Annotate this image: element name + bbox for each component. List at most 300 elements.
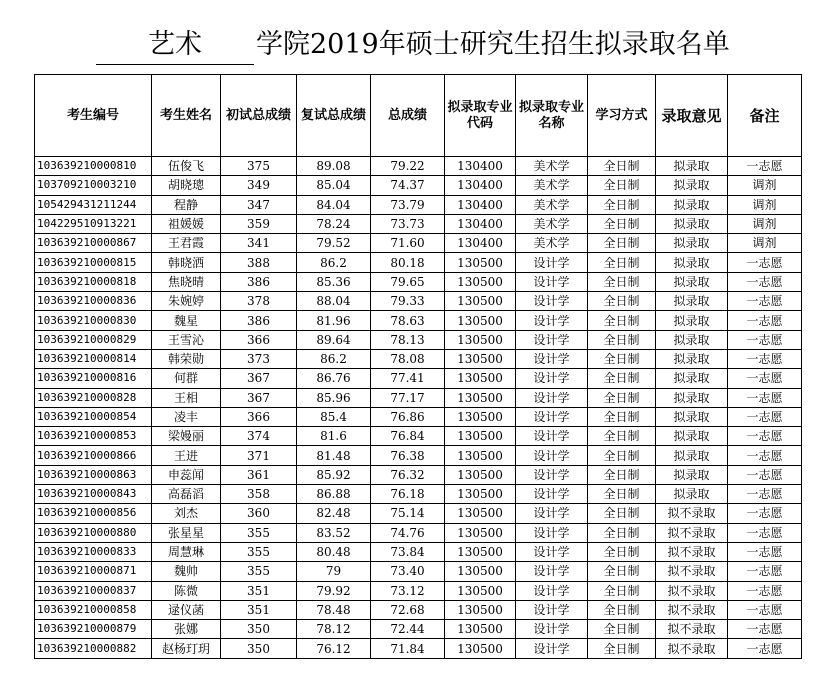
cell-decision: 拟录取: [656, 234, 728, 253]
cell-initial-score: 350: [221, 620, 297, 639]
cell-major-name: 设计学: [516, 292, 588, 311]
cell-decision: 拟不录取: [656, 542, 728, 561]
cell-total-score: 71.60: [371, 234, 445, 253]
cell-total-score: 73.73: [371, 214, 445, 233]
cell-decision: 拟录取: [656, 446, 728, 465]
cell-remarks: 一志愿: [728, 311, 802, 330]
cell-student-name: 王君霞: [152, 234, 221, 253]
cell-major-name: 设计学: [516, 311, 588, 330]
cell-total-score: 76.84: [371, 427, 445, 446]
cell-study-mode: 全日制: [588, 330, 656, 349]
cell-remarks: 一志愿: [728, 253, 802, 272]
cell-exam-id: 103639210000866: [35, 446, 152, 465]
cell-study-mode: 全日制: [588, 407, 656, 426]
cell-student-name: 韩晓洒: [152, 253, 221, 272]
cell-major-name: 设计学: [516, 369, 588, 388]
cell-total-score: 76.38: [371, 446, 445, 465]
cell-decision: 拟录取: [656, 388, 728, 407]
cell-decision: 拟录取: [656, 253, 728, 272]
cell-major-code: 130500: [445, 581, 516, 600]
cell-remarks: 一志愿: [728, 407, 802, 426]
cell-major-code: 130500: [445, 446, 516, 465]
cell-initial-score: 366: [221, 407, 297, 426]
cell-major-name: 美术学: [516, 176, 588, 195]
header-major-name: 拟录取专业名称: [516, 75, 588, 157]
cell-exam-id: 103639210000867: [35, 234, 152, 253]
admission-table: [34, 74, 802, 659]
cell-retest-score: 89.64: [297, 330, 371, 349]
cell-decision: 拟录取: [656, 407, 728, 426]
cell-decision: 拟录取: [656, 349, 728, 368]
cell-study-mode: 全日制: [588, 234, 656, 253]
cell-remarks: 一志愿: [728, 562, 802, 581]
cell-remarks: 一志愿: [728, 465, 802, 484]
cell-exam-id: 103639210000830: [35, 311, 152, 330]
cell-student-name: 焦晓晴: [152, 272, 221, 291]
cell-exam-id: 103639210000837: [35, 581, 152, 600]
cell-major-code: 130400: [445, 234, 516, 253]
cell-major-name: 美术学: [516, 157, 588, 176]
cell-study-mode: 全日制: [588, 600, 656, 619]
header-initial-score: 初试总成绩: [221, 75, 297, 157]
table-row: [35, 504, 802, 523]
table-row: [35, 620, 802, 639]
cell-major-name: 设计学: [516, 600, 588, 619]
cell-retest-score: 82.48: [297, 504, 371, 523]
cell-student-name: 程静: [152, 195, 221, 214]
cell-major-name: 设计学: [516, 504, 588, 523]
cell-total-score: 79.65: [371, 272, 445, 291]
cell-study-mode: 全日制: [588, 465, 656, 484]
cell-study-mode: 全日制: [588, 253, 656, 272]
cell-total-score: 77.41: [371, 369, 445, 388]
cell-remarks: 一志愿: [728, 485, 802, 504]
cell-student-name: 申蕊闻: [152, 465, 221, 484]
cell-study-mode: 全日制: [588, 446, 656, 465]
header-total-score: 总成绩: [371, 75, 445, 157]
cell-major-name: 美术学: [516, 234, 588, 253]
cell-major-code: 130500: [445, 504, 516, 523]
table-row: [35, 581, 802, 600]
cell-initial-score: 347: [221, 195, 297, 214]
table-row: [35, 292, 802, 311]
cell-exam-id: 103639210000854: [35, 407, 152, 426]
cell-retest-score: 85.92: [297, 465, 371, 484]
cell-decision: 拟录取: [656, 195, 728, 214]
cell-retest-score: 78.24: [297, 214, 371, 233]
table-row: [35, 253, 802, 272]
cell-study-mode: 全日制: [588, 214, 656, 233]
cell-student-name: 凌丰: [152, 407, 221, 426]
cell-student-name: 魏帅: [152, 562, 221, 581]
cell-remarks: 一志愿: [728, 349, 802, 368]
cell-major-name: 设计学: [516, 581, 588, 600]
cell-study-mode: 全日制: [588, 581, 656, 600]
cell-initial-score: 358: [221, 485, 297, 504]
cell-remarks: 调剂: [728, 195, 802, 214]
cell-exam-id: 103709210003210: [35, 176, 152, 195]
cell-remarks: 一志愿: [728, 542, 802, 561]
table-row: [35, 214, 802, 233]
cell-retest-score: 85.36: [297, 272, 371, 291]
cell-study-mode: 全日制: [588, 504, 656, 523]
header-major-code: 拟录取专业代码: [445, 75, 516, 157]
cell-major-name: 美术学: [516, 214, 588, 233]
cell-student-name: 刘杰: [152, 504, 221, 523]
cell-student-name: 张娜: [152, 620, 221, 639]
cell-decision: 拟录取: [656, 427, 728, 446]
cell-student-name: 梁嫚丽: [152, 427, 221, 446]
cell-retest-score: 80.48: [297, 542, 371, 561]
cell-retest-score: 85.4: [297, 407, 371, 426]
cell-exam-id: 103639210000810: [35, 157, 152, 176]
table-row: [35, 176, 802, 195]
cell-major-code: 130400: [445, 176, 516, 195]
cell-major-code: 130500: [445, 407, 516, 426]
table-row: [35, 600, 802, 619]
header-exam-id: 考生编号: [35, 75, 152, 157]
cell-decision: 拟录取: [656, 214, 728, 233]
cell-retest-score: 89.08: [297, 157, 371, 176]
table-row: [35, 349, 802, 368]
cell-major-code: 130500: [445, 349, 516, 368]
cell-study-mode: 全日制: [588, 639, 656, 658]
cell-major-code: 130500: [445, 311, 516, 330]
cell-remarks: 一志愿: [728, 446, 802, 465]
cell-total-score: 71.84: [371, 639, 445, 658]
cell-study-mode: 全日制: [588, 176, 656, 195]
cell-initial-score: 374: [221, 427, 297, 446]
cell-initial-score: 386: [221, 311, 297, 330]
cell-student-name: 伍俊飞: [152, 157, 221, 176]
cell-decision: 拟不录取: [656, 581, 728, 600]
cell-remarks: 调剂: [728, 214, 802, 233]
cell-student-name: 韩荣勋: [152, 349, 221, 368]
cell-total-score: 76.18: [371, 485, 445, 504]
cell-decision: 拟录取: [656, 292, 728, 311]
cell-student-name: 张星星: [152, 523, 221, 542]
cell-total-score: 73.84: [371, 542, 445, 561]
cell-remarks: 一志愿: [728, 292, 802, 311]
cell-exam-id: 103639210000815: [35, 253, 152, 272]
cell-major-code: 130400: [445, 214, 516, 233]
cell-student-name: 陈微: [152, 581, 221, 600]
cell-major-code: 130500: [445, 388, 516, 407]
cell-decision: 拟录取: [656, 157, 728, 176]
cell-major-name: 设计学: [516, 542, 588, 561]
cell-exam-id: 103639210000818: [35, 272, 152, 291]
cell-decision: 拟录取: [656, 465, 728, 484]
cell-major-code: 130500: [445, 272, 516, 291]
table-row: [35, 311, 802, 330]
cell-exam-id: 103639210000858: [35, 600, 152, 619]
page-title: [0, 26, 833, 66]
cell-major-name: 设计学: [516, 427, 588, 446]
cell-remarks: 一志愿: [728, 581, 802, 600]
cell-student-name: 王相: [152, 388, 221, 407]
cell-exam-id: 105429431211244: [35, 195, 152, 214]
cell-remarks: 一志愿: [728, 388, 802, 407]
cell-initial-score: 373: [221, 349, 297, 368]
cell-exam-id: 103639210000829: [35, 330, 152, 349]
cell-student-name: 王雪沁: [152, 330, 221, 349]
cell-retest-score: 81.96: [297, 311, 371, 330]
cell-remarks: 一志愿: [728, 272, 802, 291]
cell-major-code: 130500: [445, 292, 516, 311]
cell-initial-score: 359: [221, 214, 297, 233]
cell-study-mode: 全日制: [588, 292, 656, 311]
cell-total-score: 77.17: [371, 388, 445, 407]
table-row: [35, 427, 802, 446]
cell-major-code: 130500: [445, 523, 516, 542]
cell-exam-id: 103639210000863: [35, 465, 152, 484]
cell-total-score: 78.63: [371, 311, 445, 330]
cell-study-mode: 全日制: [588, 349, 656, 368]
cell-total-score: 76.32: [371, 465, 445, 484]
cell-major-code: 130500: [445, 427, 516, 446]
header-row: [35, 75, 802, 157]
cell-decision: 拟不录取: [656, 620, 728, 639]
cell-exam-id: 103639210000836: [35, 292, 152, 311]
cell-study-mode: 全日制: [588, 157, 656, 176]
cell-student-name: 王进: [152, 446, 221, 465]
cell-retest-score: 79: [297, 562, 371, 581]
cell-total-score: 72.44: [371, 620, 445, 639]
cell-decision: 拟录取: [656, 369, 728, 388]
cell-major-name: 设计学: [516, 639, 588, 658]
table-row: [35, 446, 802, 465]
cell-total-score: 74.37: [371, 176, 445, 195]
cell-initial-score: 367: [221, 388, 297, 407]
cell-study-mode: 全日制: [588, 562, 656, 581]
header-retest-score: 复试总成绩: [297, 75, 371, 157]
cell-remarks: 一志愿: [728, 369, 802, 388]
cell-study-mode: 全日制: [588, 542, 656, 561]
cell-study-mode: 全日制: [588, 620, 656, 639]
cell-exam-id: 103639210000882: [35, 639, 152, 658]
cell-exam-id: 103639210000853: [35, 427, 152, 446]
cell-initial-score: 388: [221, 253, 297, 272]
cell-initial-score: 341: [221, 234, 297, 253]
table-row: [35, 407, 802, 426]
title-text: 学院2019年硕士研究生招生拟录取名单: [256, 29, 730, 60]
cell-initial-score: 386: [221, 272, 297, 291]
cell-decision: 拟不录取: [656, 562, 728, 581]
cell-student-name: 周慧琳: [152, 542, 221, 561]
cell-decision: 拟录取: [656, 485, 728, 504]
college-name: 艺术: [96, 26, 254, 65]
cell-total-score: 75.14: [371, 504, 445, 523]
cell-major-code: 130500: [445, 620, 516, 639]
table-row: [35, 562, 802, 581]
cell-decision: 拟不录取: [656, 523, 728, 542]
cell-total-score: 76.86: [371, 407, 445, 426]
cell-major-name: 设计学: [516, 562, 588, 581]
cell-student-name: 何群: [152, 369, 221, 388]
cell-major-code: 130500: [445, 253, 516, 272]
cell-major-name: 设计学: [516, 407, 588, 426]
cell-exam-id: 103639210000814: [35, 349, 152, 368]
cell-initial-score: 367: [221, 369, 297, 388]
table-row: [35, 523, 802, 542]
cell-retest-score: 86.2: [297, 349, 371, 368]
cell-retest-score: 81.48: [297, 446, 371, 465]
cell-major-name: 设计学: [516, 465, 588, 484]
cell-retest-score: 85.04: [297, 176, 371, 195]
cell-major-name: 设计学: [516, 620, 588, 639]
cell-total-score: 78.08: [371, 349, 445, 368]
cell-retest-score: 86.76: [297, 369, 371, 388]
cell-major-code: 130500: [445, 562, 516, 581]
cell-initial-score: 351: [221, 600, 297, 619]
cell-retest-score: 78.48: [297, 600, 371, 619]
cell-decision: 拟不录取: [656, 600, 728, 619]
cell-study-mode: 全日制: [588, 427, 656, 446]
cell-remarks: 一志愿: [728, 504, 802, 523]
cell-total-score: 73.12: [371, 581, 445, 600]
table-row: [35, 388, 802, 407]
cell-major-name: 设计学: [516, 485, 588, 504]
cell-retest-score: 78.12: [297, 620, 371, 639]
cell-study-mode: 全日制: [588, 272, 656, 291]
cell-initial-score: 360: [221, 504, 297, 523]
table-row: [35, 157, 802, 176]
cell-retest-score: 83.52: [297, 523, 371, 542]
table-row: [35, 485, 802, 504]
cell-study-mode: 全日制: [588, 523, 656, 542]
cell-student-name: 逯仪菡: [152, 600, 221, 619]
cell-remarks: 一志愿: [728, 157, 802, 176]
cell-major-code: 130500: [445, 369, 516, 388]
cell-total-score: 73.40: [371, 562, 445, 581]
table-row: [35, 272, 802, 291]
cell-student-name: 赵杨玎玥: [152, 639, 221, 658]
table-row: [35, 465, 802, 484]
cell-initial-score: 350: [221, 639, 297, 658]
cell-decision: 拟不录取: [656, 504, 728, 523]
cell-retest-score: 79.92: [297, 581, 371, 600]
cell-initial-score: 366: [221, 330, 297, 349]
cell-major-code: 130500: [445, 465, 516, 484]
cell-exam-id: 103639210000871: [35, 562, 152, 581]
cell-major-code: 130500: [445, 542, 516, 561]
cell-retest-score: 76.12: [297, 639, 371, 658]
cell-exam-id: 103639210000828: [35, 388, 152, 407]
cell-major-code: 130400: [445, 157, 516, 176]
cell-retest-score: 85.96: [297, 388, 371, 407]
cell-major-code: 130500: [445, 330, 516, 349]
table-row: [35, 369, 802, 388]
cell-student-name: 朱婉婷: [152, 292, 221, 311]
cell-exam-id: 103639210000816: [35, 369, 152, 388]
table-row: [35, 542, 802, 561]
cell-decision: 拟不录取: [656, 639, 728, 658]
cell-remarks: 一志愿: [728, 330, 802, 349]
cell-remarks: 一志愿: [728, 427, 802, 446]
cell-major-name: 设计学: [516, 253, 588, 272]
cell-initial-score: 378: [221, 292, 297, 311]
cell-study-mode: 全日制: [588, 388, 656, 407]
cell-exam-id: 103639210000833: [35, 542, 152, 561]
header-decision: 录取意见: [656, 75, 728, 157]
cell-initial-score: 371: [221, 446, 297, 465]
cell-major-code: 130500: [445, 639, 516, 658]
header-remarks: 备注: [728, 75, 802, 157]
cell-retest-score: 81.6: [297, 427, 371, 446]
cell-study-mode: 全日制: [588, 369, 656, 388]
cell-total-score: 73.79: [371, 195, 445, 214]
cell-total-score: 78.13: [371, 330, 445, 349]
cell-retest-score: 88.04: [297, 292, 371, 311]
cell-student-name: 魏星: [152, 311, 221, 330]
cell-study-mode: 全日制: [588, 485, 656, 504]
cell-remarks: 一志愿: [728, 639, 802, 658]
cell-exam-id: 103639210000856: [35, 504, 152, 523]
cell-initial-score: 361: [221, 465, 297, 484]
cell-major-name: 设计学: [516, 388, 588, 407]
cell-retest-score: 84.04: [297, 195, 371, 214]
header-name: 考生姓名: [152, 75, 221, 157]
cell-major-name: 设计学: [516, 272, 588, 291]
cell-initial-score: 375: [221, 157, 297, 176]
table-body: [35, 157, 802, 659]
cell-remarks: 调剂: [728, 176, 802, 195]
cell-exam-id: 104229510913221: [35, 214, 152, 233]
cell-initial-score: 355: [221, 542, 297, 561]
cell-initial-score: 351: [221, 581, 297, 600]
cell-total-score: 79.33: [371, 292, 445, 311]
cell-exam-id: 103639210000880: [35, 523, 152, 542]
cell-decision: 拟录取: [656, 176, 728, 195]
table-row: [35, 639, 802, 658]
cell-decision: 拟录取: [656, 272, 728, 291]
cell-major-name: 美术学: [516, 195, 588, 214]
table-row: [35, 234, 802, 253]
cell-remarks: 调剂: [728, 234, 802, 253]
cell-remarks: 一志愿: [728, 620, 802, 639]
cell-major-name: 设计学: [516, 446, 588, 465]
table-row: [35, 330, 802, 349]
cell-major-code: 130500: [445, 485, 516, 504]
cell-retest-score: 79.52: [297, 234, 371, 253]
cell-major-name: 设计学: [516, 523, 588, 542]
cell-exam-id: 103639210000843: [35, 485, 152, 504]
cell-student-name: 胡晓璁: [152, 176, 221, 195]
cell-major-name: 设计学: [516, 330, 588, 349]
cell-major-code: 130500: [445, 600, 516, 619]
cell-remarks: 一志愿: [728, 523, 802, 542]
table-row: [35, 195, 802, 214]
cell-total-score: 80.18: [371, 253, 445, 272]
cell-major-code: 130400: [445, 195, 516, 214]
cell-student-name: 祖媛媛: [152, 214, 221, 233]
cell-initial-score: 355: [221, 523, 297, 542]
cell-retest-score: 86.88: [297, 485, 371, 504]
header-study-mode: 学习方式: [588, 75, 656, 157]
cell-student-name: 高磊滔: [152, 485, 221, 504]
cell-initial-score: 355: [221, 562, 297, 581]
cell-exam-id: 103639210000879: [35, 620, 152, 639]
cell-major-name: 设计学: [516, 349, 588, 368]
cell-decision: 拟录取: [656, 330, 728, 349]
cell-study-mode: 全日制: [588, 311, 656, 330]
cell-total-score: 72.68: [371, 600, 445, 619]
cell-retest-score: 86.2: [297, 253, 371, 272]
cell-total-score: 74.76: [371, 523, 445, 542]
cell-study-mode: 全日制: [588, 195, 656, 214]
cell-initial-score: 349: [221, 176, 297, 195]
cell-decision: 拟录取: [656, 311, 728, 330]
